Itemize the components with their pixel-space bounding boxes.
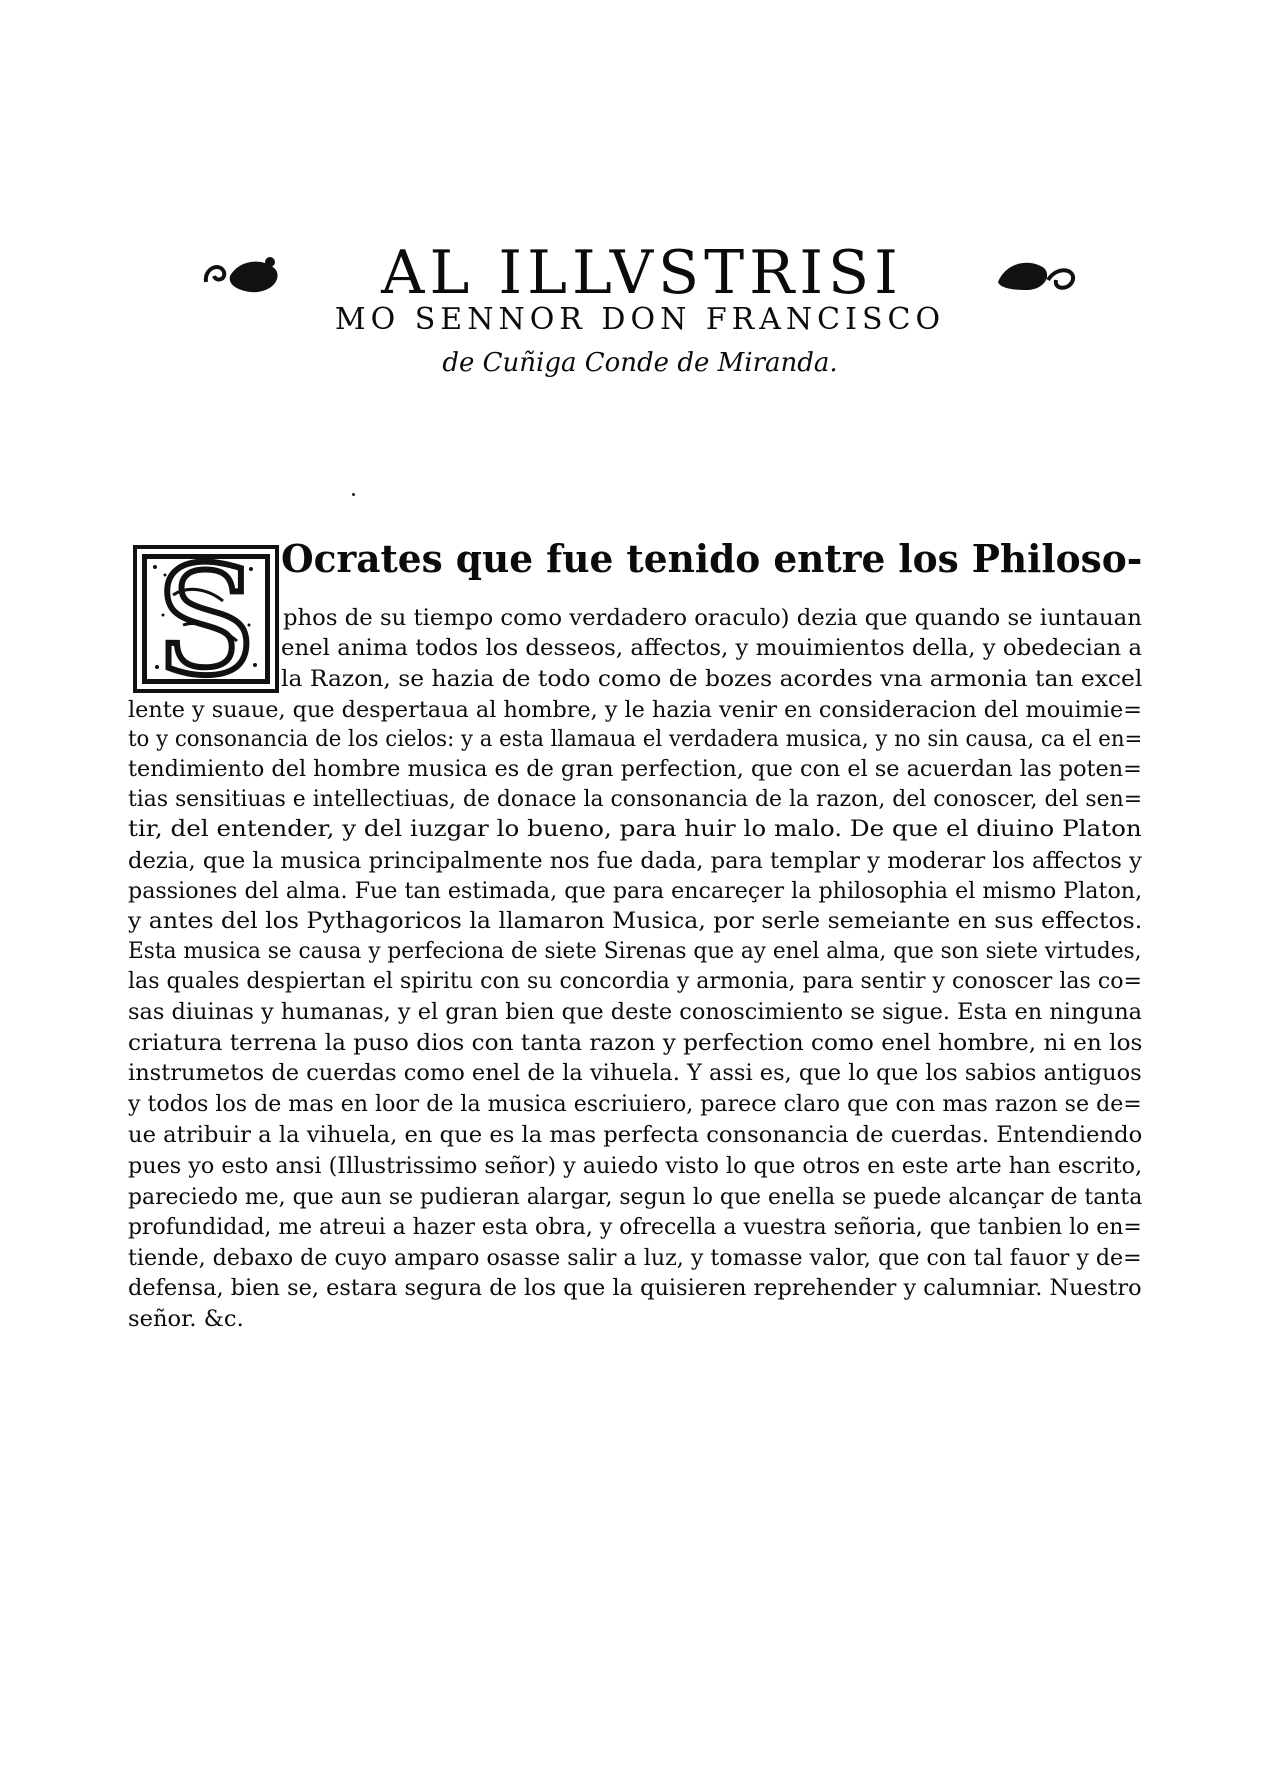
body-line: phos de su tiempo como verdadero oraculo) dezia que quando se iuntauan	[283, 605, 1142, 631]
body-line: Ocrates que fue tenido entre los Philoso-	[281, 536, 1143, 581]
title-line-2: MO SENNOR DON FRANCISCO	[334, 302, 946, 337]
body-line: y todos los de mas en loor de la musica escriuiero, parece claro que con mas razon se de=	[128, 1091, 1142, 1117]
body-line: instrumetos de cuerdas como enel de la vihuela. Y assi es, que lo que los sabios antiguos	[128, 1060, 1142, 1086]
body-line: to y consonancia de los cielos: y a esta llamaua el verdadera musica, y no sin causa, ca el en=	[128, 726, 1143, 752]
body-line: passiones del alma. Fue tan estimada, que para encareçer la philosophia el mismo Platon,	[128, 878, 1143, 904]
printer-speck	[352, 493, 355, 496]
body-line: pues yo esto ansi (Illustrissimo señor) y auiedo visto lo que otros en este arte han escrito,	[128, 1153, 1143, 1179]
left-fleuron-icon	[200, 252, 282, 298]
body-line: tendimiento del hombre musica es de gran perfection, que con el se acuerdan las poten=	[128, 756, 1142, 782]
title-line-1: AL ILLVSTRISI	[381, 238, 903, 308]
body-line: enel anima todos los desseos, affectos, y mouimientos della, y obedecian a	[281, 635, 1143, 661]
body-line: y antes del los Pythagoricos la llamaron Musica, por serle semeiante en sus effectos.	[128, 908, 1143, 934]
initial-frame-icon	[133, 545, 279, 693]
body-line: tiende, debaxo de cuyo amparo osasse salir a luz, y tomasse valor, que con tal fauor y de=	[128, 1245, 1142, 1271]
body-line: defensa, bien se, estara segura de los que la quisieren reprehender y calumniar. Nuestro	[128, 1275, 1142, 1301]
title-line-3: de Cuñiga Conde de Miranda.	[442, 348, 838, 378]
body-line: dezia, que la musica principalmente nos fue dada, para templar y moderar los affectos y	[128, 848, 1142, 874]
body-line: profundidad, me atreui a hazer esta obra, y ofrecella a vuestra señoria, que tanbien lo en=	[128, 1214, 1142, 1240]
initial-letter: S	[154, 545, 258, 693]
body-line: las quales despiertan el spiritu con su concordia y armonia, para sentir y conoscer las co=	[128, 968, 1142, 994]
body-line: sas diuinas y humanas, y el gran bien que deste conoscimiento se sigue. Esta en ninguna	[128, 999, 1143, 1025]
body-line: Esta musica se causa y perfeciona de siete Sirenas que ay enel alma, que son siete virtudes,	[128, 938, 1142, 964]
body-line: tir, del entender, y del iuzgar lo bueno, para huir lo malo. De que el diuino Platon	[128, 816, 1142, 842]
body-line: la Razon, se hazia de todo como de bozes acordes vna armonia tan excel	[281, 666, 1143, 692]
body-line: ue atribuir a la vihuela, en que es la mas perfecta consonancia de cuerdas. Entendiendo	[128, 1122, 1143, 1148]
body-line: criatura terrena la puso dios con tanta razon y perfection como enel hombre, ni en los	[128, 1030, 1143, 1056]
body-line: lente y suaue, que despertaua al hombre, y le hazia venir en consideracion del mouimie=	[128, 697, 1142, 723]
body-line: pareciedo me, que aun se pudieran alargar, segun lo que enella se puede alcançar de tanta	[128, 1184, 1143, 1210]
right-fleuron-icon	[992, 252, 1080, 298]
title-line-1-block	[200, 238, 1080, 308]
decorated-initial	[133, 545, 279, 693]
body-line: tias sensitiuas e intellectiuas, de donace la consonancia de la razon, del conoscer, del sen=	[128, 786, 1143, 812]
body-line: señor. &c.	[128, 1306, 244, 1332]
